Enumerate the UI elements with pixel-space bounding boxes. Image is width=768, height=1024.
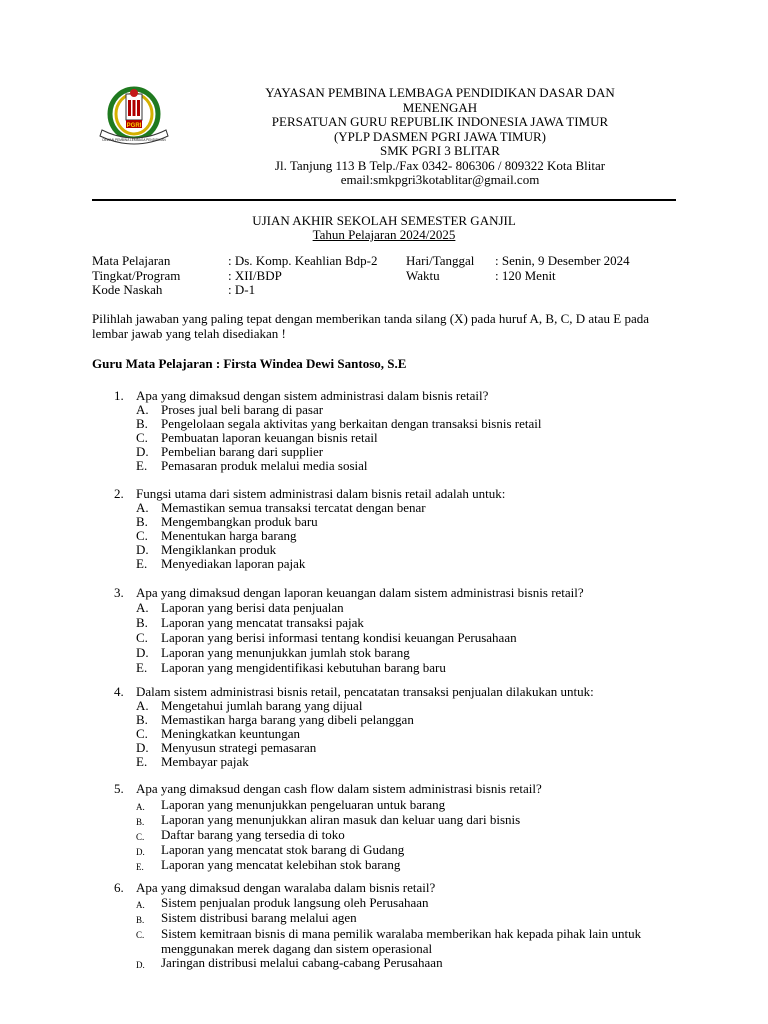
question-number: 2. xyxy=(114,486,124,501)
mapel-value: : Ds. Komp. Keahlian Bdp-2 xyxy=(228,253,378,268)
option-text: Mengembangkan produk baru xyxy=(161,514,318,529)
option-letter: C. xyxy=(136,832,145,842)
question-text: Dalam sistem administrasi bisnis retail, pencatatan transaksi penjualan dilakukan untuk: xyxy=(136,684,594,699)
letterhead-text xyxy=(210,86,670,188)
exam-year-wrap xyxy=(92,227,676,242)
option-letter: A. xyxy=(136,802,145,812)
option-text: Laporan yang mencatat transaksi pajak xyxy=(161,615,364,630)
school-address: Jl. Tanjung 113 B Telp./Fax 0342- 806306 / 809322 Kota Blitar xyxy=(274,157,606,173)
hari-value: : Senin, 9 Desember 2024 xyxy=(495,253,630,268)
option-text: Pengelolaan segala aktivitas yang berkaitan dengan transaksi bisnis retail xyxy=(161,416,542,431)
option-letter: D. xyxy=(136,960,145,970)
option-text: Laporan yang mencatat kelebihan stok barang xyxy=(161,857,401,872)
question-text: Apa yang dimaksud dengan cash flow dalam sistem administrasi bisnis retail? xyxy=(136,781,542,796)
option-letter: C. xyxy=(136,630,148,645)
option-text: Laporan yang menunjukkan aliran masuk dan keluar uang dari bisnis xyxy=(161,812,521,827)
option-text: Meningkatkan keuntungan xyxy=(161,726,300,741)
org-line-4: (YPLP DASMEN PGRI JAWA TIMUR) xyxy=(333,128,547,144)
option-letter: E. xyxy=(136,660,148,675)
option-letter: B. xyxy=(136,416,148,431)
option-text: Memastikan semua transaksi tercatat dengan benar xyxy=(161,500,426,515)
option-text: Sistem penjualan produk langsung oleh Perusahaan xyxy=(161,895,429,910)
option-text: Pembelian barang dari supplier xyxy=(161,444,324,459)
option-text: Memastikan harga barang yang dibeli pelanggan xyxy=(161,712,414,727)
option-letter: A. xyxy=(136,698,149,713)
option-letter: C. xyxy=(136,726,148,741)
option-letter: A. xyxy=(136,402,149,417)
option-letter: A. xyxy=(136,600,149,615)
option-letter: D. xyxy=(136,542,149,557)
option-letter: E. xyxy=(136,556,148,571)
option-letter: E. xyxy=(136,862,144,872)
tingkat-value: : XII/BDP xyxy=(228,267,282,283)
teacher-line: Guru Mata Pelajaran : Firsta Windea Dewi Santoso, S.E xyxy=(92,356,407,371)
option-letter: C. xyxy=(136,930,145,940)
option-text: Mengiklankan produk xyxy=(161,542,277,557)
org-line-1: YAYASAN PEMBINA LEMBAGA PENDIDIKAN DASAR DAN xyxy=(265,85,615,100)
letterhead xyxy=(90,86,690,186)
option-letter: D. xyxy=(136,740,149,755)
kode-label: Kode Naskah xyxy=(92,282,163,297)
option-text: Pembuatan laporan keuangan bisnis retail xyxy=(161,430,378,445)
option-letter: C. xyxy=(136,528,148,543)
option-letter: A. xyxy=(136,500,149,515)
option-letter: B. xyxy=(136,915,145,925)
option-text: Laporan yang berisi informasi tentang kondisi keuangan Perusahaan xyxy=(161,630,517,645)
header-divider xyxy=(92,199,676,201)
option-letter: B. xyxy=(136,514,148,529)
option-letter: B. xyxy=(136,712,148,727)
option-text: Pemasaran produk melalui media sosial xyxy=(161,458,368,473)
question-number: 6. xyxy=(114,880,124,895)
option-text: Mengetahui jumlah barang yang dijual xyxy=(161,698,363,713)
question-text: Apa yang dimaksud dengan waralaba dalam bisnis retail? xyxy=(136,880,436,895)
option-text: Sistem distribusi barang melalui agen xyxy=(161,910,357,925)
question-number: 5. xyxy=(114,781,124,796)
option-text: Sistem kemitraan bisnis di mana pemilik waralaba memberikan hak kepada pihak lain untuk menggunakan merek dagang dan sistem operasional xyxy=(161,926,642,956)
option-letter: D. xyxy=(136,444,149,459)
question-text: Apa yang dimaksud dengan sistem administrasi dalam bisnis retail? xyxy=(136,388,489,403)
option-letter: B. xyxy=(136,817,145,827)
instruction: Pilihlah jawaban yang paling tepat dengan memberikan tanda silang (X) pada huruf A, B, C, D atau E pada lembar jawab yang telah disediakan ! xyxy=(92,311,650,341)
option-letter: D. xyxy=(136,645,149,660)
option-text: Membayar pajak xyxy=(161,754,249,769)
option-letter: E. xyxy=(136,754,148,769)
school-name: SMK PGRI 3 BLITAR xyxy=(380,143,500,158)
option-text: Menyediakan laporan pajak xyxy=(161,556,306,571)
tingkat-label: Tingkat/Program xyxy=(92,267,181,283)
logo-ribbon-text: DEWAN PEMBINA LEMBAGA PENDIDIKAN xyxy=(102,138,166,142)
exam-year: Tahun Pelajaran 2024/2025 xyxy=(312,227,456,242)
option-text: Menentukan harga barang xyxy=(161,528,297,543)
question-number: 4. xyxy=(114,684,124,699)
option-letter: E. xyxy=(136,458,148,473)
waktu-label: Waktu xyxy=(406,267,440,283)
option-text: Laporan yang mencatat stok barang di Gudang xyxy=(161,842,405,857)
pgri-logo xyxy=(94,86,206,152)
question-number: 1. xyxy=(114,388,124,403)
waktu-value: : 120 Menit xyxy=(495,267,556,283)
exam-title: UJIAN AKHIR SEKOLAH SEMESTER GANJIL xyxy=(252,213,516,228)
option-letter: C. xyxy=(136,430,148,445)
option-text: Jaringan distribusi melalui cabang-cabang Perusahaan xyxy=(161,955,443,970)
question-text: Apa yang dimaksud dengan laporan keuangan dalam sistem administrasi bisnis retail? xyxy=(136,585,584,600)
question-number: 3. xyxy=(114,585,124,600)
option-text: Laporan yang menunjukkan pengeluaran untuk barang xyxy=(161,797,446,812)
logo-label: PGRI xyxy=(126,123,142,129)
question-text: Fungsi utama dari sistem administrasi dalam bisnis retail adalah untuk: xyxy=(136,486,506,501)
option-letter: B. xyxy=(136,615,148,630)
org-line-3: PERSATUAN GURU REPUBLIK INDONESIA JAWA TIMUR xyxy=(271,114,609,129)
mapel-label: Mata Pelajaran xyxy=(92,253,171,268)
option-letter: D. xyxy=(136,847,145,857)
option-text: Menyusun strategi pemasaran xyxy=(161,740,317,755)
option-text: Laporan yang menunjukkan jumlah stok barang xyxy=(161,645,410,660)
option-text: Laporan yang berisi data penjualan xyxy=(161,600,344,615)
option-text: Daftar barang yang tersedia di toko xyxy=(161,827,345,842)
kode-value: : D-1 xyxy=(228,282,256,297)
hari-label: Hari/Tanggal xyxy=(406,253,475,268)
option-letter: A. xyxy=(136,900,145,910)
school-email: email:smkpgri3kotablitar@gmail.com xyxy=(340,172,540,187)
option-text: Laporan yang mengidentifikasi kebutuhan barang baru xyxy=(161,660,446,675)
org-line-2: MENENGAH xyxy=(402,99,478,115)
option-text: Proses jual beli barang di pasar xyxy=(161,402,324,417)
